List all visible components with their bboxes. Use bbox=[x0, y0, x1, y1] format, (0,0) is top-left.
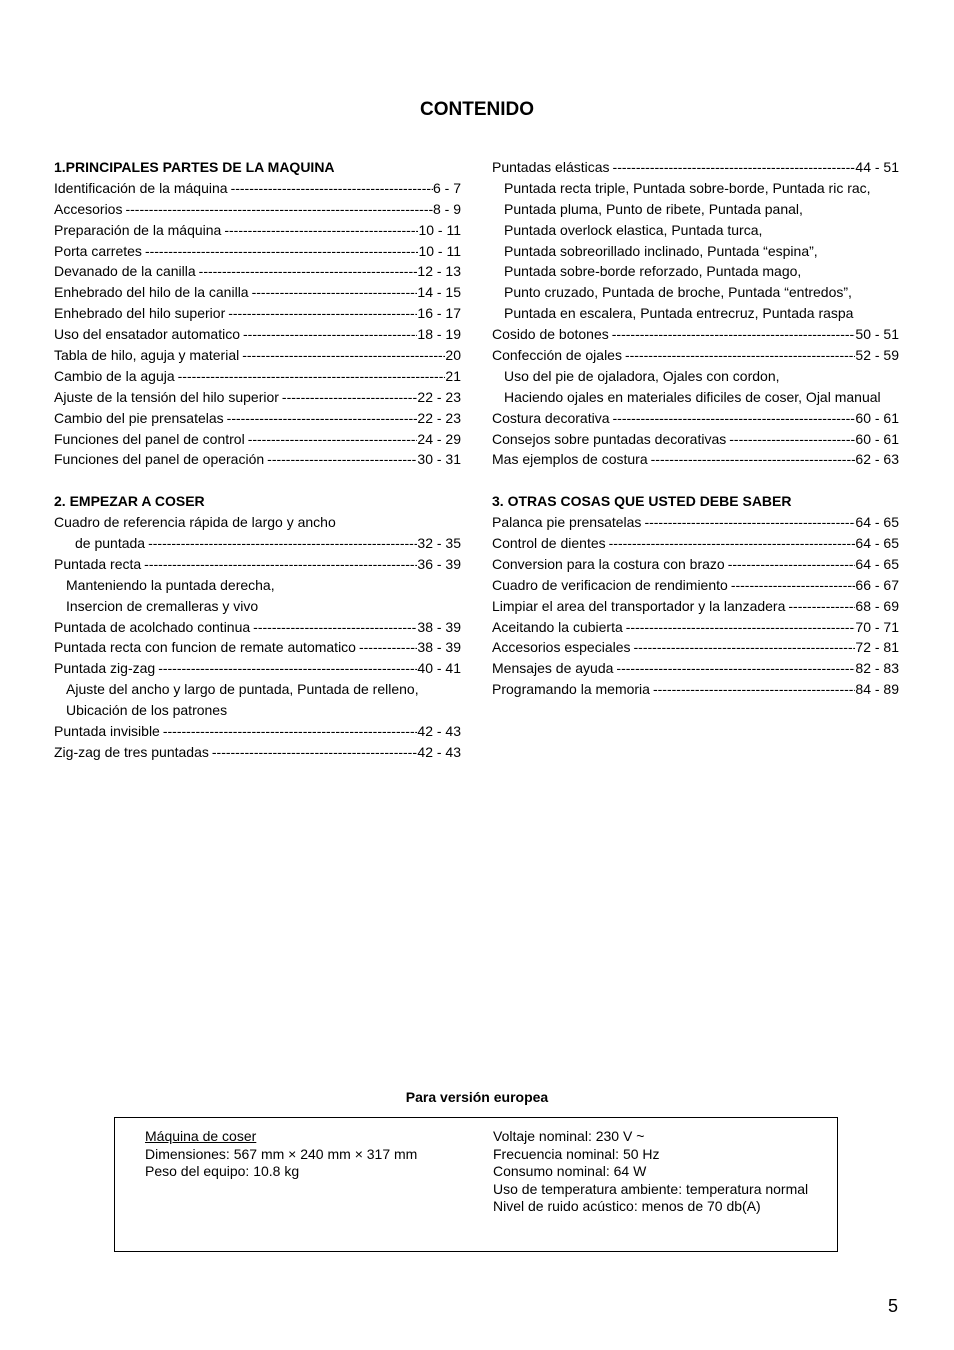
toc-entry: Control de dientes ----- 64 - 65 bbox=[492, 533, 899, 554]
toc-entry: Mas ejemplos de costura ----- 62 - 63 bbox=[492, 449, 899, 470]
spec-voltage: Voltaje nominal: 230 V ~ bbox=[493, 1128, 645, 1144]
spec-dimensions: Dimensiones: 567 mm × 240 mm × 317 mm bbox=[145, 1145, 418, 1162]
spec-box bbox=[114, 1117, 838, 1252]
toc-entry: Aceitando la cubierta ----- 70 - 71 bbox=[492, 617, 899, 638]
toc-entry: Funciones del panel de operación ----- 30 - 31 bbox=[54, 449, 461, 470]
spec-label: Máquina de coser bbox=[145, 1128, 257, 1144]
toc-entry: de puntada ----- 32 - 35 bbox=[54, 533, 461, 554]
toc-entry: Confección de ojales ----- 52 - 59 bbox=[492, 345, 899, 366]
toc-entry: Puntadas elásticas ----- 44 - 51 bbox=[492, 157, 899, 178]
toc-subentry: Puntada pluma, Punto de ribete, Puntada panal, bbox=[504, 200, 803, 217]
toc-subentry: Manteniendo la puntada derecha, bbox=[66, 576, 275, 593]
toc-entry: Cuadro de verificacion de rendimiento ----- 66 - 67 bbox=[492, 575, 899, 596]
toc-subentry: Insercion de cremalleras y vivo bbox=[66, 597, 259, 614]
toc-subentry: Haciendo ojales en materiales dificiles de coser, Ojal manual bbox=[504, 388, 881, 405]
toc-subentry: Ubicación de los patrones bbox=[66, 702, 228, 719]
toc-entry: Enhebrado del hilo de la canilla ----- 14 - 15 bbox=[54, 282, 461, 303]
section-heading-3: 3. OTRAS COSAS QUE USTED DEBE SABER bbox=[492, 493, 792, 510]
spec-right bbox=[493, 1128, 808, 1216]
toc-subentry: Puntada sobre-borde reforzado, Puntada mago, bbox=[504, 263, 802, 280]
toc-entry: Puntada recta con funcion de remate automatico ----- 38 - 39 bbox=[54, 637, 461, 658]
toc-entry: Identificación de la máquina ----- 6 - 7 bbox=[54, 178, 461, 199]
toc-entry: Cambio de la aguja ----- 21 bbox=[54, 366, 461, 387]
toc-entry: Porta carretes ----- 10 - 11 bbox=[54, 241, 461, 262]
toc-entry: Uso del ensatador automatico ----- 18 - 19 bbox=[54, 324, 461, 345]
section-1-list bbox=[54, 178, 461, 470]
toc-entry: Costura decorativa ----- 60 - 61 bbox=[492, 408, 899, 429]
spec-temperature: Uso de temperatura ambiente: temperatura normal bbox=[493, 1180, 809, 1197]
toc-entry: Tabla de hilo, aguja y material ----- 20 bbox=[54, 345, 461, 366]
spec-left bbox=[145, 1128, 417, 1181]
toc-entry: Accesorios especiales ----- 72 - 81 bbox=[492, 637, 899, 658]
toc-entry: Puntada zig-zag ----- 40 - 41 bbox=[54, 658, 461, 679]
spec-noise: Nivel de ruido acústico: menos de 70 db(A) bbox=[493, 1198, 761, 1214]
toc-left-column bbox=[54, 157, 461, 763]
spec-frequency: Frecuencia nominal: 50 Hz bbox=[493, 1145, 660, 1162]
toc-entry: Funciones del panel de control ----- 24 - 29 bbox=[54, 429, 461, 450]
elastic-subentries bbox=[492, 178, 899, 324]
toc-entry: Limpiar el area del transportador y la lanzadera ----- 68 - 69 bbox=[492, 596, 899, 617]
toc-entry: Devanado de la canilla ----- 12 - 13 bbox=[54, 261, 461, 282]
euro-version-heading: Para versión europea bbox=[405, 1089, 549, 1105]
toc-entry: Puntada invisible ----- 42 - 43 bbox=[54, 721, 461, 742]
toc-entry: Consejos sobre puntadas decorativas ----- 60 - 61 bbox=[492, 429, 899, 450]
toc-subentry: Puntada en escalera, Puntada entrecruz, Puntada raspa bbox=[504, 305, 854, 322]
section-heading-2: 2. EMPEZAR A COSER bbox=[54, 493, 205, 510]
page-number: 5 bbox=[887, 1296, 898, 1316]
toc-entry: Conversion para la costura con brazo ----- 64 - 65 bbox=[492, 554, 899, 575]
page-title: CONTENIDO bbox=[420, 99, 534, 120]
section-heading-1: 1.PRINCIPALES PARTES DE LA MAQUINA bbox=[54, 159, 335, 175]
toc-entry: Ajuste de la tensión del hilo superior ----- 22 - 23 bbox=[54, 387, 461, 408]
toc-entry: Zig-zag de tres puntadas ----- 42 - 43 bbox=[54, 742, 461, 763]
toc-entry: Preparación de la máquina ----- 10 - 11 bbox=[54, 220, 461, 241]
toc-entry: Puntada de acolchado continua ----- 38 - 39 bbox=[54, 617, 461, 638]
toc-entry: Cambio del pie prensatelas ----- 22 - 23 bbox=[54, 408, 461, 429]
toc-subentry: Ajuste del ancho y largo de puntada, Puntada de relleno, bbox=[66, 681, 419, 698]
toc-subentry: Puntada sobreorillado inclinado, Puntada “espina”, bbox=[504, 242, 818, 259]
toc-subentry: Puntada recta triple, Puntada sobre-borde, Puntada ric rac, bbox=[504, 179, 871, 196]
toc-entry: Cuadro de referencia rápida de largo y ancho bbox=[54, 514, 336, 531]
spec-power: Consumo nominal: 64 W bbox=[493, 1163, 647, 1179]
toc-entry: Mensajes de ayuda ----- 82 - 83 bbox=[492, 658, 899, 679]
toc-right-column bbox=[492, 157, 899, 700]
toc-subentry: Uso del pie de ojaladora, Ojales con cordon, bbox=[504, 367, 780, 384]
toc-entry: Palanca pie prensatelas ----- 64 - 65 bbox=[492, 512, 899, 533]
toc-entry: Accesorios ----- 8 - 9 bbox=[54, 199, 461, 220]
toc-entry: Programando la memoria ----- 84 - 89 bbox=[492, 679, 899, 700]
section-3-list bbox=[492, 512, 899, 700]
toc-subentry: Punto cruzado, Puntada de broche, Puntada “entredos”, bbox=[504, 284, 852, 301]
toc-subentry: Puntada overlock elastica, Puntada turca, bbox=[504, 221, 763, 238]
toc-entry: Puntada recta ----- 36 - 39 bbox=[54, 554, 461, 575]
toc-entry: Cosido de botones ----- 50 - 51 bbox=[492, 324, 899, 345]
buttonhole-subentries bbox=[492, 366, 899, 408]
toc-entry: Enhebrado del hilo superior ----- 16 - 17 bbox=[54, 303, 461, 324]
spec-weight: Peso del equipo: 10.8 kg bbox=[145, 1163, 300, 1179]
